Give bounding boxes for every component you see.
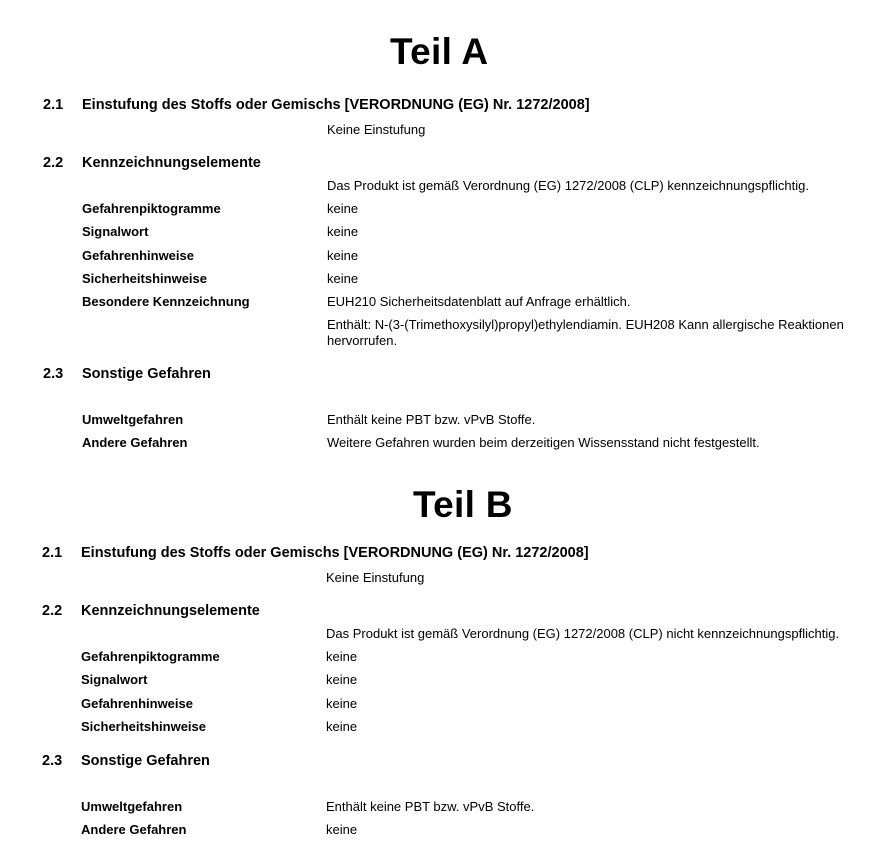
teil-a-row-value: keine xyxy=(327,248,359,263)
teil-a-section-2-3-heading: Sonstige Gefahren xyxy=(82,366,211,382)
teil-b-row-value: keine xyxy=(326,649,358,664)
teil-a-contains-note: Enthält: N-(3-(Trimethoxysilyl)propyl)ethylendiamin. EUH208 Kann allergische Reaktionen hervorrufen. xyxy=(327,317,844,348)
teil-a-row-value: Enthält keine PBT bzw. vPvB Stoffe. xyxy=(327,412,536,427)
teil-a-row-label: Besondere Kennzeichnung xyxy=(82,294,250,309)
teil-a-labelling-intro: Das Produkt ist gemäß Verordnung (EG) 1272/2008 (CLP) kennzeichnungspflichtig. xyxy=(327,178,809,193)
teil-a-row-value: keine xyxy=(327,271,359,286)
teil-b-row-label: Gefahrenpiktogramme xyxy=(81,649,220,664)
teil-b-row-label: Umweltgefahren xyxy=(81,799,183,814)
teil-b-section-2-3-heading: Sonstige Gefahren xyxy=(81,753,210,769)
teil-b-row-value: keine xyxy=(326,719,358,734)
teil-a-row-label: Andere Gefahren xyxy=(82,435,188,450)
teil-a-title: Teil A xyxy=(390,31,489,72)
teil-a-section-2-1-number: 2.1 xyxy=(43,97,64,113)
teil-a-section-2-1-heading: Einstufung des Stoffs oder Gemischs [VERORDNUNG (EG) Nr. 1272/2008] xyxy=(82,97,590,113)
teil-b-row-label: Gefahrenhinweise xyxy=(81,696,193,711)
teil-a-row-label: Umweltgefahren xyxy=(82,412,184,427)
teil-a-row-value: keine xyxy=(327,224,359,239)
teil-a-row-value: keine xyxy=(327,201,359,216)
teil-a-row-value: EUH210 Sicherheitsdatenblatt auf Anfrage erhältlich. xyxy=(327,294,631,309)
teil-b-labelling-intro: Das Produkt ist gemäß Verordnung (EG) 1272/2008 (CLP) nicht kennzeichnungspflichtig. xyxy=(326,626,840,641)
teil-a-classification-value: Keine Einstufung xyxy=(327,122,426,137)
teil-b-section-2-3-number: 2.3 xyxy=(42,753,63,769)
teil-b-row-value: keine xyxy=(326,696,358,711)
teil-b-title: Teil B xyxy=(413,484,513,525)
teil-b-section-2-2-number: 2.2 xyxy=(42,603,63,619)
teil-b-row-value: keine xyxy=(326,822,358,837)
teil-a-row-label: Signalwort xyxy=(82,224,149,239)
teil-a-row-label: Gefahrenpiktogramme xyxy=(82,201,221,216)
teil-a-section-2-2-number: 2.2 xyxy=(43,155,64,171)
teil-b-row-value: Enthält keine PBT bzw. vPvB Stoffe. xyxy=(326,799,535,814)
teil-b-row-label: Signalwort xyxy=(81,672,148,687)
teil-a-row-value: Weitere Gefahren wurden beim derzeitigen Wissensstand nicht festgestellt. xyxy=(327,435,760,450)
teil-b-classification-value: Keine Einstufung xyxy=(326,570,425,585)
teil-b-row-label: Andere Gefahren xyxy=(81,822,187,837)
teil-b-section-2-1-number: 2.1 xyxy=(42,545,63,561)
teil-a-section-2-3-number: 2.3 xyxy=(43,366,64,382)
teil-b-section-2-1-heading: Einstufung des Stoffs oder Gemischs [VERORDNUNG (EG) Nr. 1272/2008] xyxy=(81,545,589,561)
teil-b-row-value: keine xyxy=(326,672,358,687)
teil-a-row-label: Sicherheitshinweise xyxy=(82,271,207,286)
teil-a-section-2-2-heading: Kennzeichnungselemente xyxy=(82,155,261,171)
teil-b-section-2-2-heading: Kennzeichnungselemente xyxy=(81,603,260,619)
teil-a-row-label: Gefahrenhinweise xyxy=(82,248,194,263)
teil-b-row-label: Sicherheitshinweise xyxy=(81,719,206,734)
